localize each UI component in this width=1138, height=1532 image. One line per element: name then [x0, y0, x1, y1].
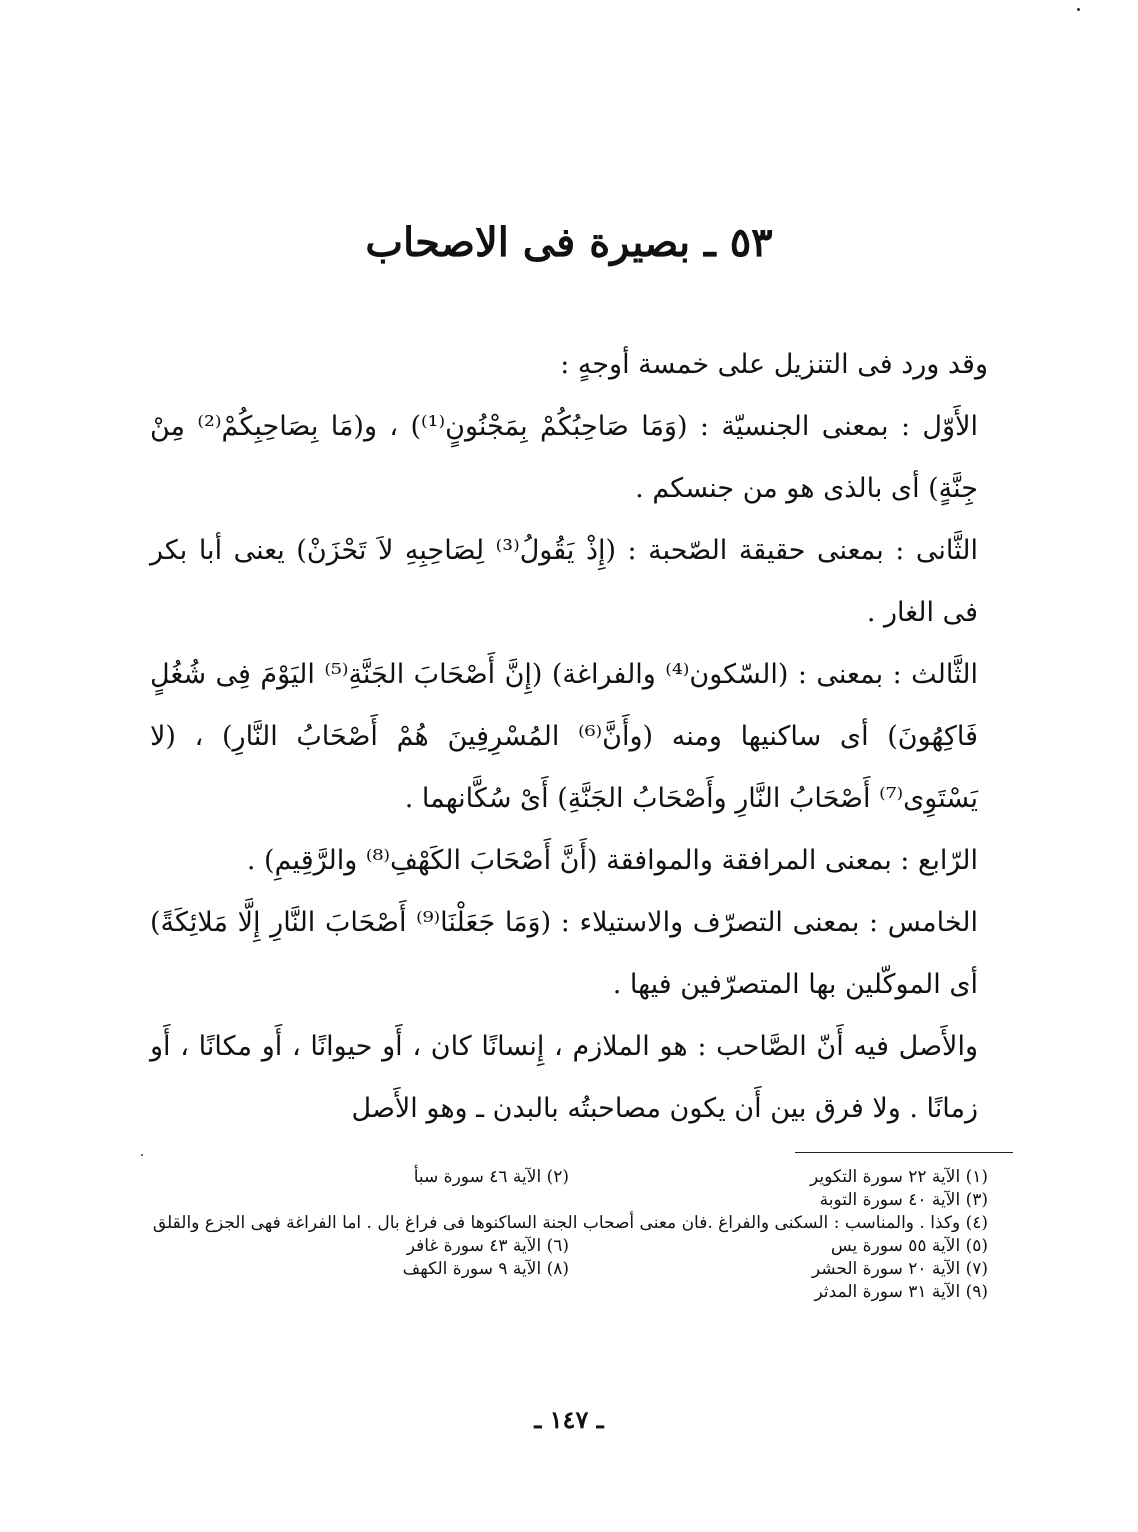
paragraph-fourth-meaning: الرّابع : بمعنى المرافقة والموافقة (أَنَّ أَصْحَابَ الكَهْفِ⁽⁸⁾ والرَّقِيمِ) . [246, 845, 978, 876]
footnote-row [150, 1166, 988, 1189]
footnote-3: (٣) الآية ٤٠ سورة التوبة [819, 1190, 988, 1210]
footnote-divider [795, 1152, 1013, 1153]
paragraph-second-meaning: الثَّانى : بمعنى حقيقة الصّحبة : (إِذْ يَقُولُ⁽³⁾ لِصَاحِبِهِ لاَ تَحْزَنْ) يعنى أبا بكر فى الغار . [150, 535, 978, 628]
footnotes [150, 1166, 988, 1304]
paragraph-third-meaning: الثَّالث : بمعنى : (السّكون⁽⁴⁾ والفراغة) (إِنَّ أَصْحَابَ الجَنَّةِ⁽⁵⁾ اليَوْمَ فِى شُغُلٍ فَاكِهُونَ) أى ساكنيها ومنه (وأَنَّ⁽⁶⁾ المُسْرِفِينَ هُمْ أَصْحَابُ النَّارِ) ، (لا يَسْتَوِى⁽⁷⁾ أَصْحَابُ النَّارِ وأَصْحَابُ الجَنَّةِ) أَىْ سُكَّانهما . [150, 659, 978, 814]
footnote-row [150, 1281, 988, 1304]
footnote-9: (٩) الآية ٣١ سورة المدثر [814, 1282, 988, 1302]
footnote-7: (٧) الآية ٢٠ سورة الحشر [811, 1259, 988, 1279]
scan-speck [1077, 8, 1080, 11]
footnote-8: (٨) الآية ٩ سورة الكهف [402, 1259, 569, 1279]
footnote-row [150, 1212, 988, 1235]
section-heading: ٥٣ ـ بصيرة فى الاصحاب [365, 219, 773, 266]
paragraph-origin: والأَصل فيه أَنّ الصَّاحب : هو الملازم ، إِنسانًا كان ، أَو حيوانًا ، أَو مكانًا ، أَو زمانًا . ولا فرق بين أَن يكون مصاحبتُه بالبدن ـ وهو الأَصل [150, 1031, 978, 1124]
page-number: ـ ١٤٧ ـ [534, 1405, 604, 1434]
footnote-row [150, 1235, 988, 1258]
footnote-1: (١) الآية ٢٢ سورة التكوير [809, 1167, 988, 1187]
footnote-5: (٥) الآية ٥٥ سورة يس [830, 1236, 988, 1256]
paragraph-first-meaning: الأَوّل : بمعنى الجنسيّة : (وَمَا صَاحِبُكُمْ بِمَجْنُونٍ⁽¹⁾) ، و(مَا بِصَاحِبِكُمْ⁽²⁾ مِنْ جِنَّةٍ) أى بالذى هو من جنسكم . [150, 411, 978, 504]
paragraph-fifth-meaning: الخامس : بمعنى التصرّف والاستيلاء : (وَمَا جَعَلْنَا⁽⁹⁾ أَصْحَابَ النَّارِ إِلَّا مَلائِكَةً) أى الموكّلين بها المتصرّفين فيها . [150, 907, 978, 1000]
footnote-4: (٤) وكذا . والمناسب : السكنى والفراغ .فان معنى أصحاب الجنة الساكنوها فى فراغ بال . اما الفراغة فهى الجزع والقلق [152, 1213, 988, 1233]
footnote-row [150, 1189, 988, 1212]
footnote-6: (٦) الآية ٤٣ سورة غافر [406, 1236, 569, 1256]
main-text [150, 334, 988, 1140]
paragraph-intro: وقد ورد فى التنزيل على خمسة أوجهٍ : [560, 349, 988, 380]
footnote-2: (٢) الآية ٤٦ سورة سبأ [413, 1167, 569, 1187]
scan-speck [141, 1154, 143, 1156]
footnote-row [150, 1258, 988, 1281]
